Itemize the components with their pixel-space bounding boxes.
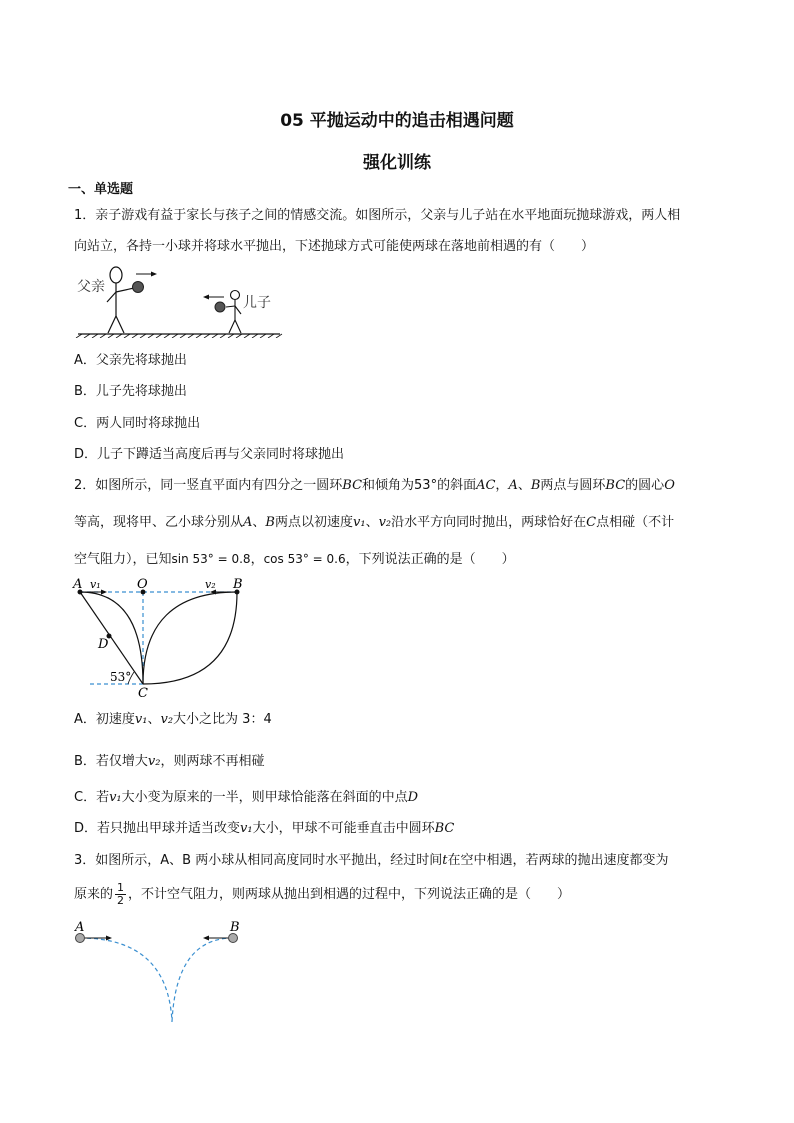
q2-stem-line2: 等高，现将甲、乙小球分别从A、B两点以初速度v₁、v₂沿水平方向同时抛出，两球恰好在C点相碰（不计 (74, 515, 675, 530)
q1-stem-line1: 1．亲子游戏有益于家长与孩子之间的情感交流。如图所示，父亲与儿子站在水平地面玩抛球游戏，两人相 (74, 208, 681, 223)
q2-label-v1: v₁ (90, 578, 101, 591)
q2-label-b: B (233, 577, 243, 592)
q3-stem-line2: 原来的 $\frac{1}{2}$ ，不计空气阻力，则两球从抛出到相遇的过程中，下列说法正确的是（ ） (74, 881, 571, 907)
q2-option-c: C．若v₁大小变为原来的一半，则甲球恰能落在斜面的中点D (74, 790, 419, 805)
son-ball (215, 302, 225, 312)
page-subtitle: 强化训练 (363, 153, 431, 173)
q3-label-a: A (75, 920, 85, 935)
q3-trajectory-b (172, 938, 233, 1022)
q1-option-b: B．儿子先将球抛出 (74, 384, 187, 399)
ground-hatch (76, 334, 282, 338)
q2-figure (72, 574, 252, 700)
q1-stem-line2: 向站立，各持一小球并将球水平抛出，下述抛球方式可能使两球在落地前相遇的有（ ） (74, 239, 595, 254)
son-label: 儿子 (243, 295, 271, 311)
q1-option-c: C．两人同时将球抛出 (74, 416, 201, 431)
q2-label-a: A (73, 577, 83, 592)
q2-stem-line1: 2．如图所示，同一竖直平面内有四分之一圆环BC和倾角为53°的斜面AC，A、B两点与圆环BC的圆心O (74, 478, 675, 493)
q2-label-c: C (138, 686, 148, 700)
q2-option-d: D．若只抛出甲球并适当改变v₁大小，甲球不可能垂直击中圆环BC (74, 821, 455, 836)
father-ball (133, 282, 144, 293)
q2-option-b: B．若仅增大v₂，则两球不再相碰 (74, 754, 265, 769)
q2-label-angle: 53° (110, 670, 132, 684)
q2-v1-arrow (101, 590, 107, 595)
q1-option-d: D．儿子下蹲适当高度后再与父亲同时将球抛出 (74, 447, 345, 462)
q1-option-a: A．父亲先将球抛出 (74, 353, 187, 368)
q3-label-b: B (230, 920, 240, 935)
q3-trajectory-a (80, 938, 172, 1022)
page-title: 05 平抛运动中的追击相遇问题 (280, 111, 514, 131)
q3-arrow-b (203, 936, 209, 941)
father-figure (107, 267, 134, 333)
q2-trajectory-b (143, 592, 237, 684)
father-arrow-head (151, 272, 157, 277)
q2-label-d: D (98, 637, 109, 652)
q2-ring-bc (143, 592, 237, 684)
q2-stem-line3: 空气阻力），已知sin 53° = 0.8，cos 53° = 0.6，下列说法正确的是（ ） (74, 552, 515, 567)
q3-fraction: $\frac{1}{2}$ (117, 881, 125, 907)
son-arrow-head (203, 295, 209, 300)
q3-stem-line1: 3．如图所示，A、B 两小球从相同高度同时水平抛出，经过时间t在空中相遇，若两球的抛出速度都变为 (74, 853, 669, 868)
q3-arrow-a (106, 936, 112, 941)
q2-option-a: A．初速度v₁、v₂大小之比为 3：4 (74, 712, 272, 727)
section-heading: 一、单选题 (68, 182, 134, 197)
q2-label-o: O (137, 577, 148, 592)
father-label: 父亲 (77, 279, 105, 295)
son-figure (226, 291, 241, 334)
q3-figure (68, 918, 258, 1026)
q2-label-v2: v₂ (205, 578, 216, 591)
